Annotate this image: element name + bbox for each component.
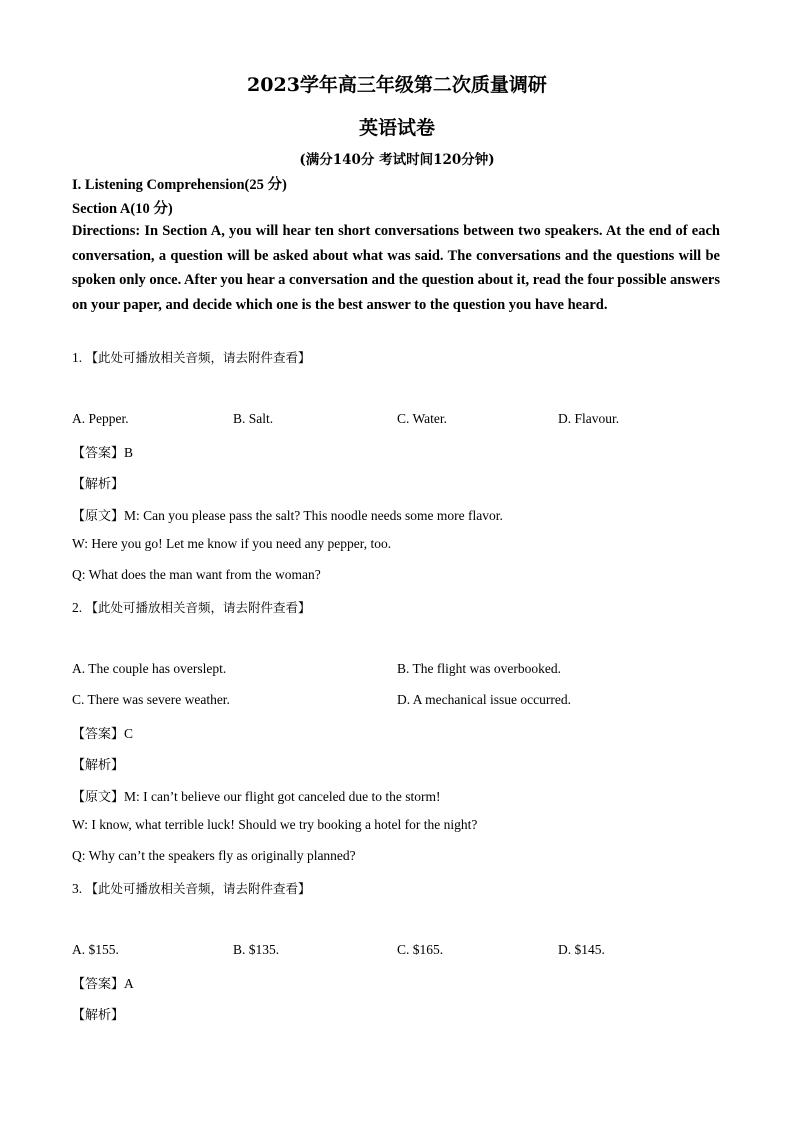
- question-number: 1.: [72, 350, 83, 365]
- transcript-text: M: Can you please pass the salt? This noodle needs some more flavor.: [124, 508, 503, 523]
- answer-value: A: [124, 976, 134, 991]
- exam-subject: 英语试卷: [358, 117, 435, 139]
- answer-line: [72, 973, 134, 992]
- question-number: 2.: [72, 600, 83, 615]
- answer-label: 【答案】: [72, 727, 125, 742]
- answer-label: 【答案】: [72, 977, 125, 992]
- option-c: C. Water.: [397, 411, 448, 426]
- option-a: A. The couple has overslept.: [72, 661, 227, 676]
- analysis-label: 【解析】: [72, 1008, 125, 1023]
- section-heading: Section A(10 分): [72, 201, 173, 217]
- option-b: B. $135.: [233, 942, 280, 957]
- question-2: [72, 598, 311, 616]
- answer-line: [72, 442, 133, 461]
- question-1: [72, 348, 311, 366]
- audio-prompt: 【此处可播放相关音频，请去附件查看】: [85, 881, 311, 896]
- question-number: 3.: [72, 881, 83, 896]
- analysis-label: 【解析】: [72, 758, 125, 773]
- option-a: A. Pepper.: [72, 411, 129, 426]
- option-d: D. $145.: [558, 942, 605, 957]
- exam-title: 2023学年高三年级第二次质量调研: [247, 74, 547, 96]
- transcript-line: W: I know, what terrible luck! Should we try booking a hotel for the night?: [72, 817, 478, 832]
- option-b: B. Salt.: [233, 411, 274, 426]
- exam-info: (满分140分 考试时间120分钟): [299, 152, 495, 168]
- option-a: A. $155.: [72, 942, 119, 957]
- part-heading: I. Listening Comprehension(25 分): [72, 177, 287, 193]
- answer-label: 【答案】: [72, 446, 125, 461]
- option-d: D. A mechanical issue occurred.: [397, 692, 571, 707]
- directions-paragraph: Directions: In Section A, you will hear ten short conversations between two speakers. At the end of each conversation, a question will be asked about what was said. The conversations and the questions will be spoken only once. After you hear a conversation and the question about it, read the four possible answers on your paper, and decide which one is the best answer to the question you have heard.: [72, 223, 720, 313]
- original-label: 【原文】: [72, 509, 125, 524]
- transcript-line: Q: What does the man want from the woman?: [72, 567, 321, 582]
- question-3: [72, 879, 311, 897]
- analysis-label: 【解析】: [72, 477, 125, 492]
- answer-line: [72, 723, 133, 742]
- answer-value: C: [124, 726, 134, 741]
- option-c: C. There was severe weather.: [72, 692, 230, 707]
- option-c: C. $165.: [397, 942, 444, 957]
- answer-value: B: [124, 445, 134, 460]
- transcript-line: [72, 786, 441, 805]
- option-b: B. The flight was overbooked.: [397, 661, 561, 676]
- transcript-line: Q: Why can’t the speakers fly as originally planned?: [72, 848, 356, 863]
- option-d: D. Flavour.: [558, 411, 620, 426]
- audio-prompt: 【此处可播放相关音频，请去附件查看】: [85, 600, 311, 615]
- original-label: 【原文】: [72, 790, 125, 805]
- transcript-line: W: Here you go! Let me know if you need any pepper, too.: [72, 536, 392, 551]
- audio-prompt: 【此处可播放相关音频，请去附件查看】: [85, 350, 311, 365]
- transcript-line: [72, 505, 503, 524]
- transcript-text: M: I can’t believe our flight got canceled due to the storm!: [124, 789, 441, 804]
